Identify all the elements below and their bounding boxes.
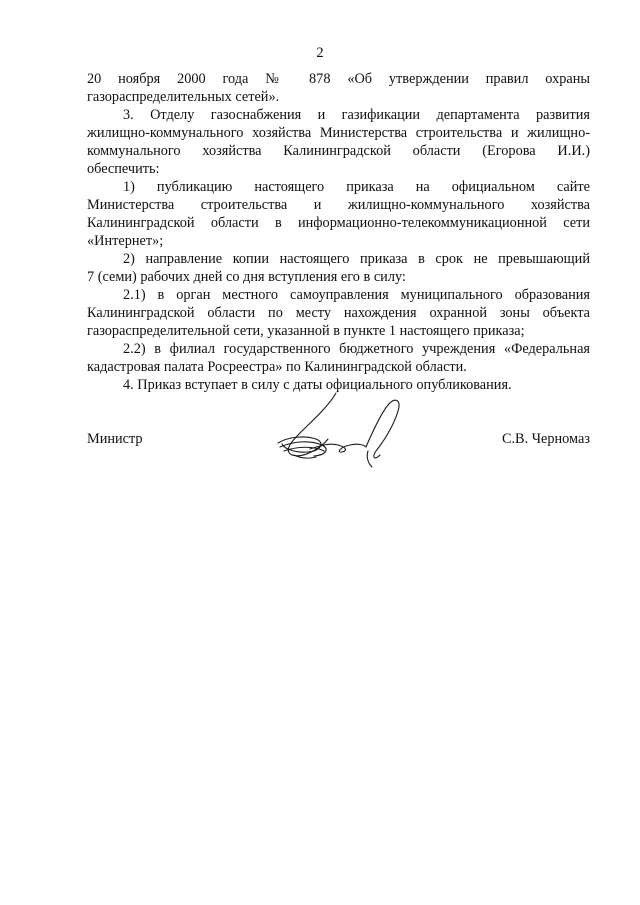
text-line: 3. Отделу газоснабжения и газификации департамента развития xyxy=(123,107,590,123)
text-line: 2.1) в орган местного самоуправления муниципального образования xyxy=(123,287,590,303)
text-line: Калининградской области по месту нахождения охранной зоны объекта xyxy=(87,305,590,321)
text-line: газораспределительной сети, указанной в пункте 1 настоящего приказа; xyxy=(87,323,525,339)
handwritten-signature xyxy=(270,385,410,470)
text-line: 7 (семи) рабочих дней со дня вступления его в силу: xyxy=(87,269,406,285)
text-line: жилищно-коммунального хозяйства Министерства строительства и жилищно- xyxy=(87,125,590,141)
text-line: коммунального хозяйства Калининградской области (Егорова И.И.) xyxy=(87,143,590,159)
text-line: Министерства строительства и жилищно-коммунального хозяйства xyxy=(87,197,590,213)
text-line: обеспечить: xyxy=(87,161,160,177)
text-line: 20 ноября 2000 года № 878 «Об утверждении правил охраны xyxy=(87,71,590,87)
text-line: 1) публикацию настоящего приказа на официальном сайте xyxy=(123,179,590,195)
text-line: Калининградской области в информационно-телекоммуникационной сети xyxy=(87,215,590,231)
signatory-name: С.В. Черномаз xyxy=(501,431,590,447)
text-line: кадастровая палата Росреестра» по Калининградской области. xyxy=(87,359,467,375)
text-line: газораспределительных сетей». xyxy=(87,89,280,105)
page-number: 2 xyxy=(316,45,324,61)
text-line: «Интернет»; xyxy=(87,233,164,249)
text-line: 2) направление копии настоящего приказа в срок не превышающий xyxy=(123,251,590,267)
text-line: 2.2) в филиал государственного бюджетного учреждения «Федеральная xyxy=(123,341,590,357)
signatory-title: Министр xyxy=(87,431,143,447)
text-line: 4. Приказ вступает в силу с даты официального опубликования. xyxy=(123,377,512,393)
